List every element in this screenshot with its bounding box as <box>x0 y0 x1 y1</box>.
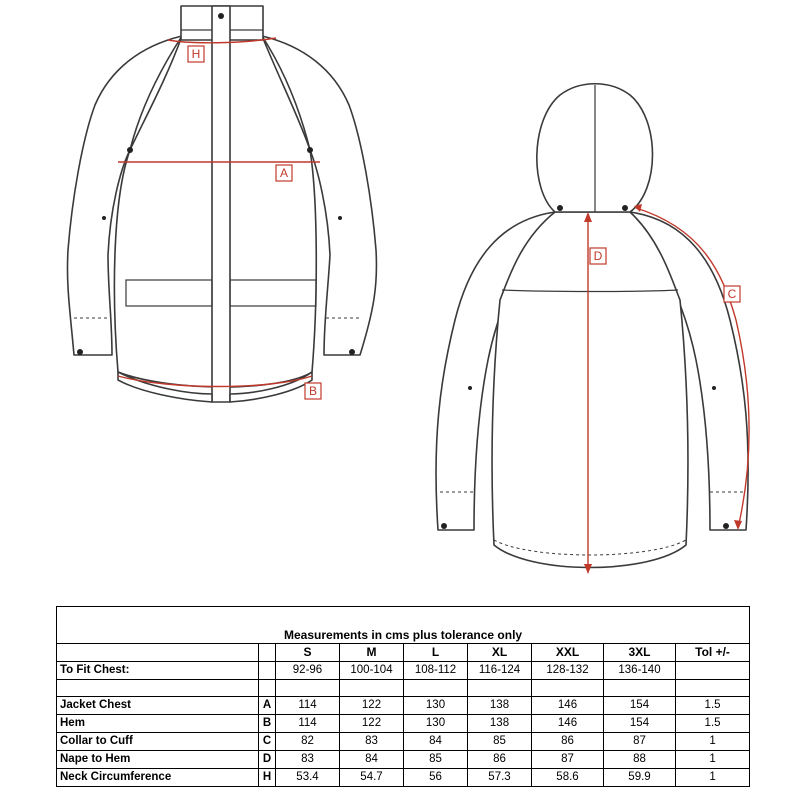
size-header: S <box>276 644 340 662</box>
table-cell: 86 <box>532 733 604 751</box>
fit-chest-row <box>57 662 750 680</box>
table-cell: 58.6 <box>532 769 604 787</box>
size-header: 3XL <box>604 644 676 662</box>
table-cell: 87 <box>604 733 676 751</box>
row-label: Hem <box>57 715 259 733</box>
table-row <box>57 751 750 769</box>
table-cell: 130 <box>404 715 468 733</box>
table-cell: 54.7 <box>340 769 404 787</box>
measure-label-b: B <box>308 384 318 398</box>
jacket-back-view <box>436 84 749 574</box>
jacket-front-view <box>67 6 376 402</box>
table-cell: 59.9 <box>604 769 676 787</box>
table-cell: 86 <box>468 751 532 769</box>
table-cell: 85 <box>468 733 532 751</box>
back-body <box>492 212 688 568</box>
table-cell: 83 <box>340 733 404 751</box>
table-cell: 57.3 <box>468 769 532 787</box>
table-cell: 84 <box>404 733 468 751</box>
table-cell: 154 <box>604 715 676 733</box>
spacer-row <box>57 680 750 697</box>
row-label: To Fit Chest: <box>57 662 259 680</box>
table-cell: 154 <box>604 697 676 715</box>
row-label: Neck Circumference <box>57 769 259 787</box>
row-code: C <box>259 733 276 751</box>
measure-label-h: H <box>191 47 201 61</box>
table-row <box>57 697 750 715</box>
size-header: M <box>340 644 404 662</box>
table-cell: 138 <box>468 715 532 733</box>
row-code: H <box>259 769 276 787</box>
table-cell: 122 <box>340 697 404 715</box>
size-header-row <box>57 644 750 662</box>
row-label: Jacket Chest <box>57 697 259 715</box>
table-cell: 56 <box>404 769 468 787</box>
table-cell: 92-96 <box>276 662 340 680</box>
size-chart-table <box>56 606 750 787</box>
tolerance-cell: 1.5 <box>676 697 750 715</box>
table-title: Measurements in cms plus tolerance only <box>57 607 750 644</box>
row-code: D <box>259 751 276 769</box>
table-cell: 108-112 <box>404 662 468 680</box>
front-zip-placket <box>212 6 230 402</box>
table-cell: 83 <box>276 751 340 769</box>
table-row <box>57 733 750 751</box>
size-header: L <box>404 644 468 662</box>
table-cell: 100-104 <box>340 662 404 680</box>
table-cell: 87 <box>532 751 604 769</box>
table-cell: 114 <box>276 715 340 733</box>
table-cell: 84 <box>340 751 404 769</box>
tolerance-cell: 1 <box>676 733 750 751</box>
measure-label-a: A <box>279 166 289 180</box>
row-label: Nape to Hem <box>57 751 259 769</box>
table-cell: 122 <box>340 715 404 733</box>
row-code: B <box>259 715 276 733</box>
table-row <box>57 769 750 787</box>
table-cell: 138 <box>468 697 532 715</box>
tolerance-cell: 1 <box>676 769 750 787</box>
table-cell: 85 <box>404 751 468 769</box>
table-cell: 136-140 <box>604 662 676 680</box>
measure-label-d: D <box>593 249 603 263</box>
measure-label-c: C <box>727 287 737 301</box>
table-cell: 146 <box>532 715 604 733</box>
table-cell: 146 <box>532 697 604 715</box>
table-cell: 53.4 <box>276 769 340 787</box>
size-header: XL <box>468 644 532 662</box>
tolerance-cell: 1.5 <box>676 715 750 733</box>
tolerance-cell: 1 <box>676 751 750 769</box>
table-cell: 82 <box>276 733 340 751</box>
table-cell: 128-132 <box>532 662 604 680</box>
tolerance-header: Tol +/- <box>676 644 750 662</box>
table-cell: 116-124 <box>468 662 532 680</box>
table-row <box>57 715 750 733</box>
size-header: XXL <box>532 644 604 662</box>
table-cell: 130 <box>404 697 468 715</box>
row-label: Collar to Cuff <box>57 733 259 751</box>
table-cell: 114 <box>276 697 340 715</box>
table-cell: 88 <box>604 751 676 769</box>
row-code: A <box>259 697 276 715</box>
